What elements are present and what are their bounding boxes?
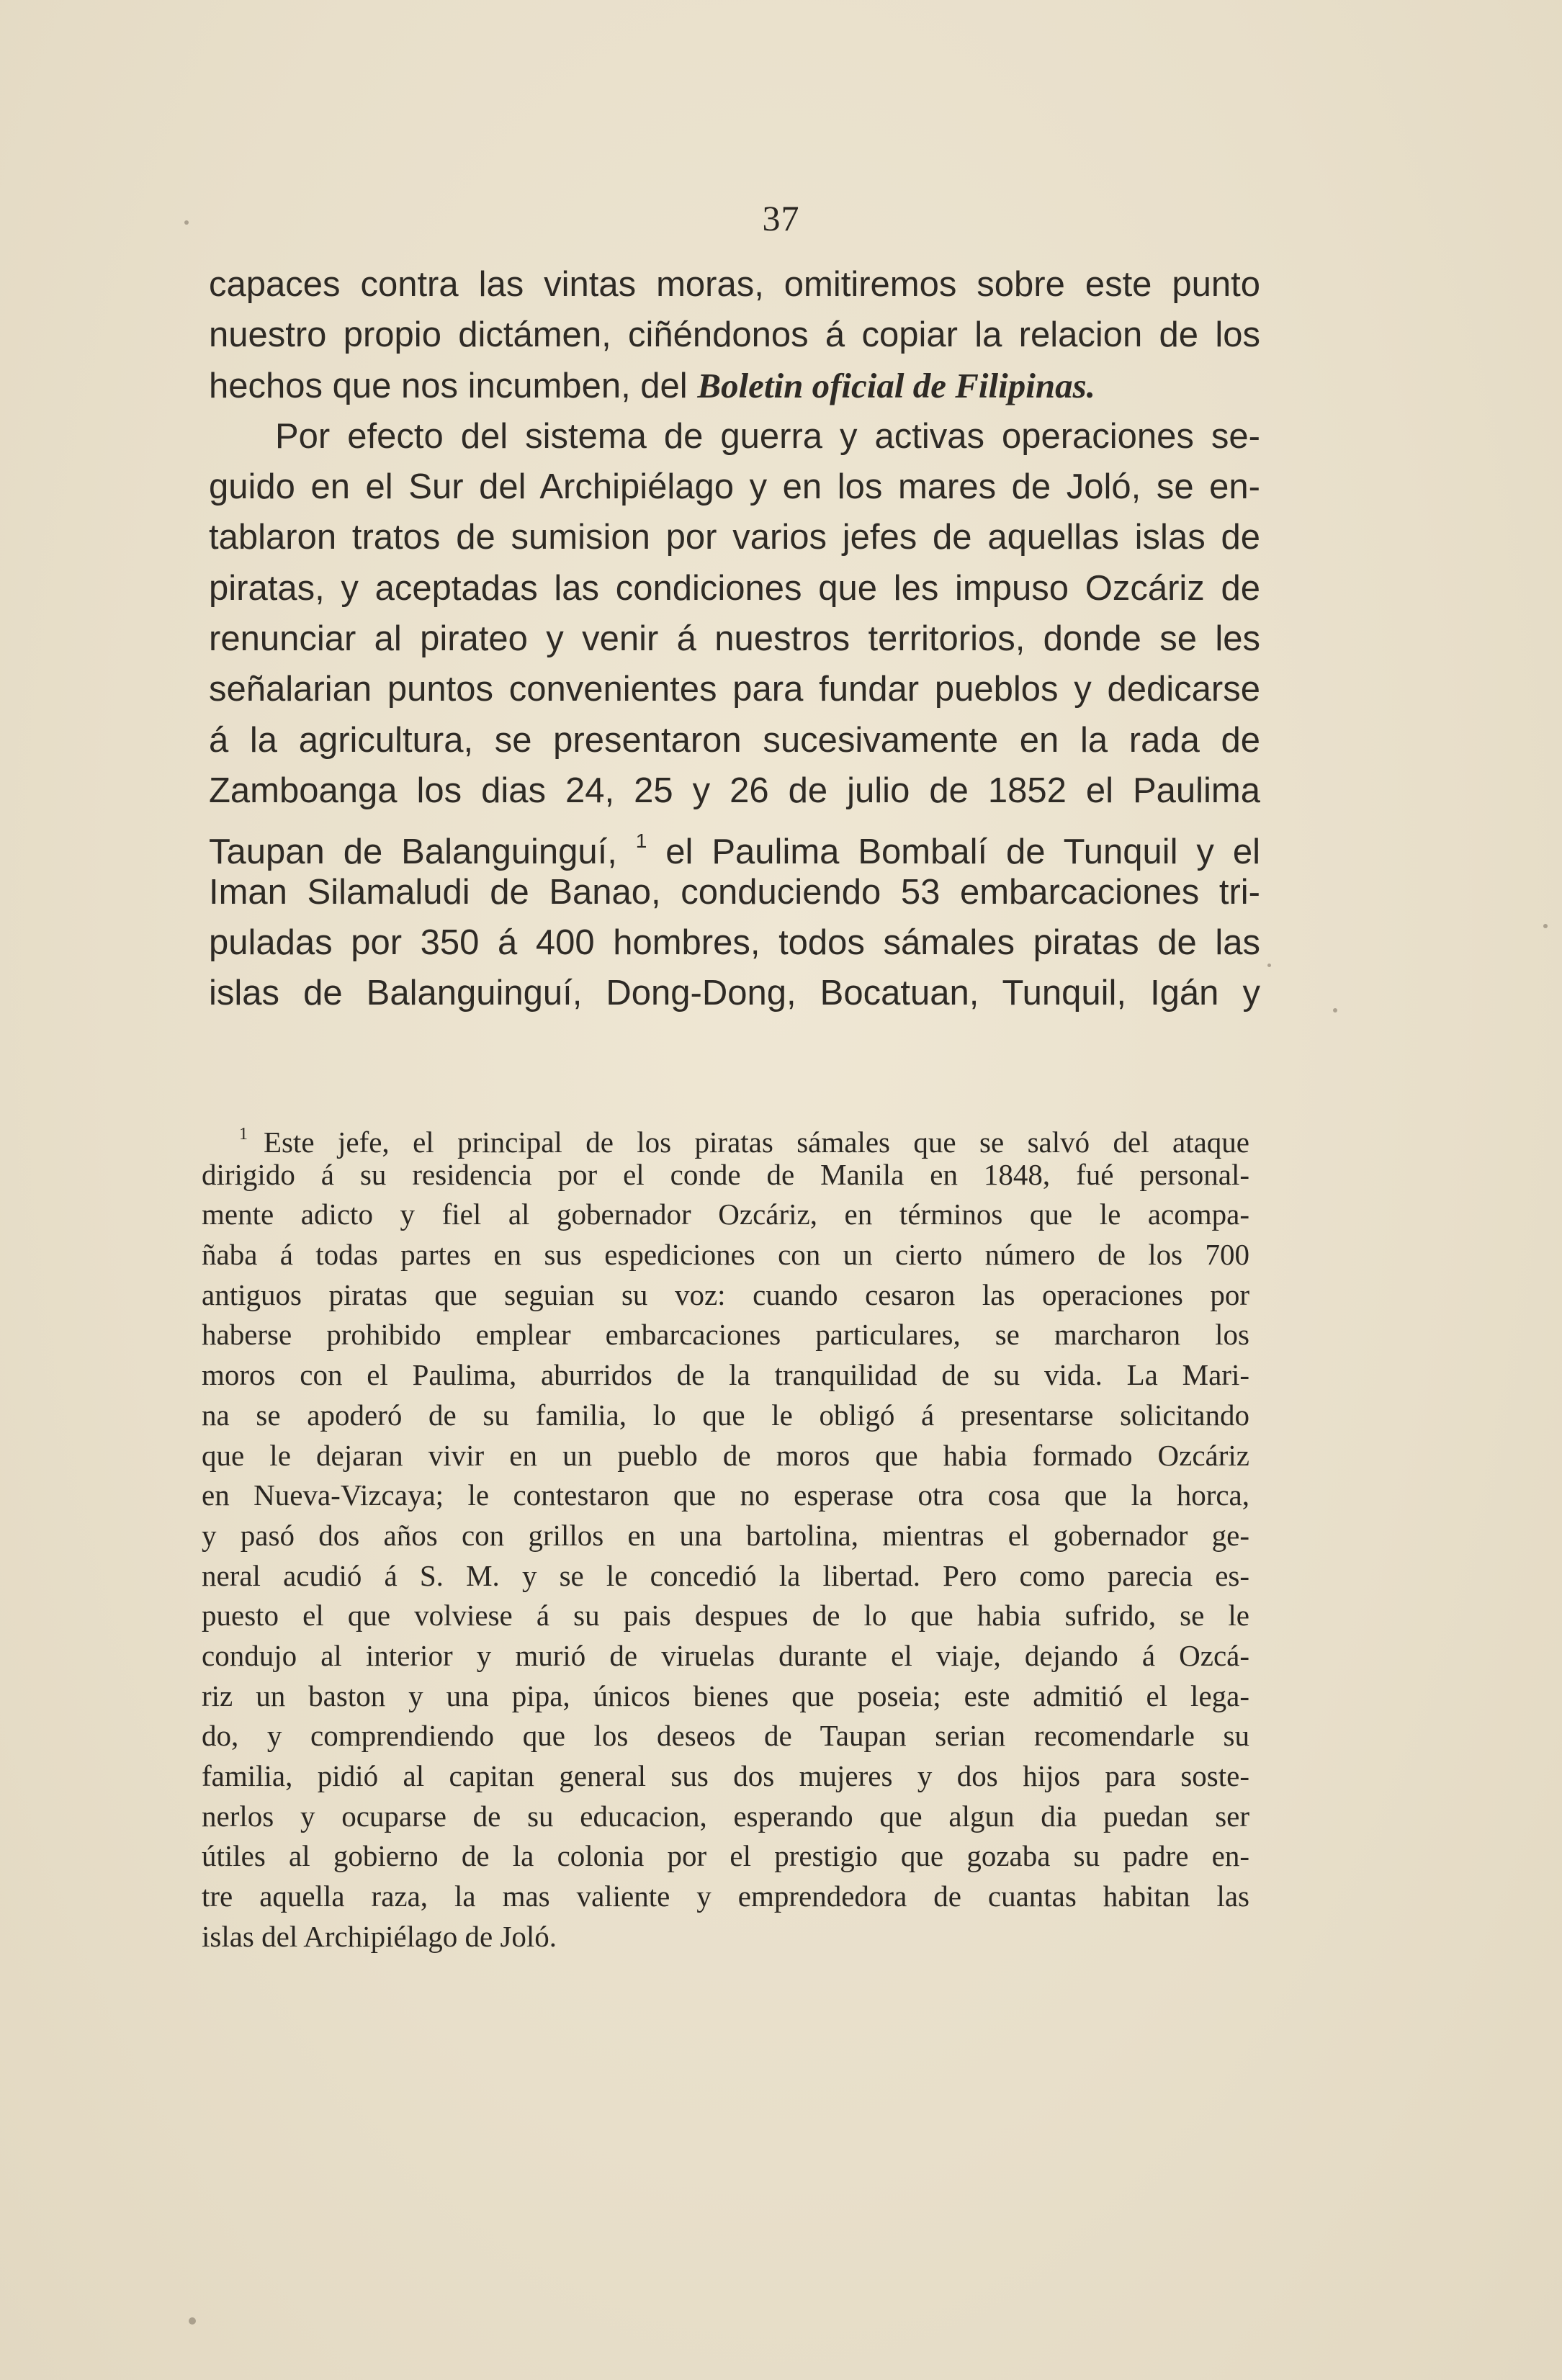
footnote-line: tre aquella raza, la mas valiente y emprendedora de cuantas habitan las xyxy=(202,1880,1249,1913)
footnote-line: neral acudió á S. M. y se le concedió la libertad. Pero como parecia es- xyxy=(202,1558,1249,1592)
paper-speck xyxy=(184,220,189,225)
body-line: Iman Silamaludi de Banao, conduciendo 53 embarcaciones tri- xyxy=(209,872,1260,912)
footnote-line xyxy=(202,1115,1249,1159)
body-line-text: Taupan de Balanguinguí, xyxy=(209,832,617,872)
body-line: puladas por 350 á 400 hombres, todos sámales piratas de las xyxy=(209,922,1260,962)
footnote-marker: 1 xyxy=(239,1125,248,1144)
paper-speck xyxy=(1267,964,1271,967)
footnote-line: dirigido á su residencia por el conde de Manila en 1848, fué personal- xyxy=(202,1157,1249,1191)
paragraph-start: Por efecto del sistema de guerra y activas operaciones se- xyxy=(275,416,1260,456)
footnote-line: nerlos y ocuparse de su educacion, esperando que algun dia puedan ser xyxy=(202,1799,1249,1833)
paper-speck xyxy=(1333,1008,1337,1012)
footnote-line-text: Este jefe, el principal de los piratas sámales que se salvó del ataque xyxy=(264,1126,1249,1159)
paper-speck xyxy=(189,2317,196,2325)
footnote-line: ñaba á todas partes en sus espediciones con un cierto número de los 700 xyxy=(202,1238,1249,1272)
footnote-line: moros con el Paulima, aburridos de la tranquilidad de su vida. La Mari- xyxy=(202,1358,1249,1392)
footnote-line: mente adicto y fiel al gobernador Ozcáriz, en términos que le acompa- xyxy=(202,1198,1249,1231)
body-line-text: el Paulima Bombalí de Tunquil y el xyxy=(665,832,1260,872)
footnote-line: puesto el que volviese á su pais despues de lo que habia sufrido, se le xyxy=(202,1599,1249,1633)
footnote-line: riz un baston y una pipa, únicos bienes que poseia; este admitió el lega- xyxy=(202,1679,1249,1712)
body-line: tablaron tratos de sumision por varios jefes de aquellas islas de xyxy=(209,518,1260,557)
body-line: á la agricultura, se presentaron sucesivamente en la rada de xyxy=(209,720,1260,760)
paper-speck xyxy=(1543,924,1548,928)
footnote-line: que le dejaran vivir en un pueblo de moros que habia formado Ozcáriz xyxy=(202,1438,1249,1472)
page-number: 37 xyxy=(762,198,800,238)
footnote-reference: 1 xyxy=(635,830,647,853)
footnote-line: haberse prohibido emplear embarcaciones particulares, se marcharon los xyxy=(202,1318,1249,1352)
body-line: renunciar al pirateo y venir á nuestros territorios, donde se les xyxy=(209,619,1260,659)
body-line: guido en el Sur del Archipiélago y en los mares de Joló, se en- xyxy=(209,467,1260,507)
body-line-text: hechos que nos incumben, del xyxy=(209,366,688,405)
body-line: islas de Balanguinguí, Dong-Dong, Bocatuan, Tunquil, Igán y xyxy=(209,974,1260,1013)
footnote-line: útiles al gobierno de la colonia por el prestigio que gozaba su padre en- xyxy=(202,1839,1249,1873)
footnote-line: islas del Archipiélago de Joló. xyxy=(202,1919,557,1953)
main-text xyxy=(209,259,1260,1018)
footnote-line: familia, pidió al capitan general sus dos mujeres y dos hijos para soste- xyxy=(202,1759,1249,1792)
body-line: Zamboanga los dias 24, 25 y 26 de julio de 1852 el Paulima xyxy=(209,771,1260,810)
body-line: señalarian puntos convenientes para fundar pueblos y dedicarse xyxy=(209,670,1260,709)
footnote-line: na se apoderó de su familia, lo que le obligó á presentarse solicitando xyxy=(202,1398,1249,1432)
footnote-line: y pasó dos años con grillos en una bartolina, mientras el gobernador ge- xyxy=(202,1518,1249,1552)
body-line xyxy=(209,361,1260,411)
footnote-line: antiguos piratas que seguian su voz: cuando cesaron las operaciones por xyxy=(202,1277,1249,1311)
footnote-line: condujo al interior y murió de viruelas durante el viaje, dejando á Ozcá- xyxy=(202,1638,1249,1672)
body-line: piratas, y aceptadas las condiciones que les impuso Ozcáriz de xyxy=(209,568,1260,608)
footnote-line: do, y comprendiendo que los deseos de Taupan serian recomendarle su xyxy=(202,1719,1249,1753)
body-line: capaces contra las vintas moras, omitiremos sobre este punto xyxy=(209,265,1260,304)
body-line xyxy=(209,816,1260,872)
footnote-line: en Nueva-Vizcaya; le contestaron que no esperase otra cosa que la horca, xyxy=(202,1478,1249,1512)
footnote xyxy=(202,1115,1249,1957)
publication-title: Boletin oficial de Filipinas. xyxy=(697,365,1095,405)
body-line: nuestro propio dictámen, ciñéndonos á copiar la relacion de los xyxy=(209,315,1260,355)
